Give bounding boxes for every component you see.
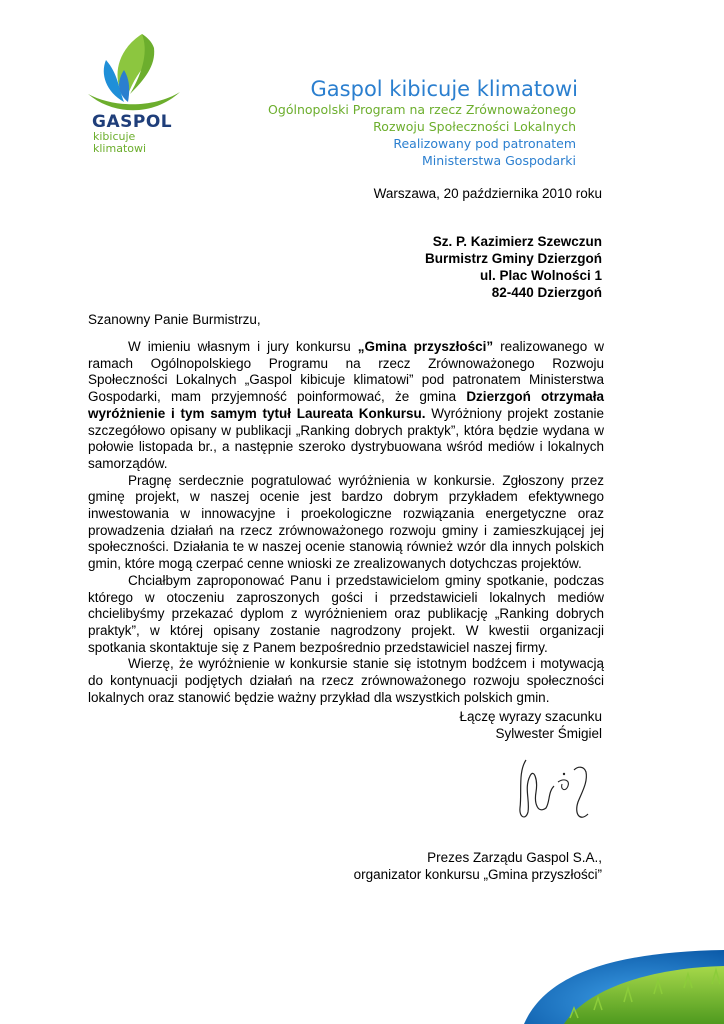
sender-name: Sylwester Śmigiel (495, 726, 602, 741)
signer-role (354, 849, 602, 883)
salutation: Szanowny Panie Burmistrzu, (88, 312, 261, 327)
paragraph-4: Wierzę, że wyróżnienie w konkursie stanie się istotnym bodźcem i motywacją do kontynuacji podjętych działań na rzecz zrównoważonego rozwoju społeczności lokalnych oraz stanowić będzie ważny przykład dla wszystkich polskich gmin. (88, 656, 604, 705)
letter-date: Warszawa, 20 października 2010 roku (373, 186, 602, 201)
leaf-flame-icon (84, 30, 184, 116)
header-line-3: Realizowany pod patronatem (393, 136, 576, 151)
p1-part-a: W imieniu własnym i jury konkursu (128, 339, 358, 354)
logo-tagline-line2: klimatowi (93, 142, 147, 155)
closing-greeting: Łączę wyrazy szacunku (459, 709, 602, 724)
signer-organizer: organizator konkursu „Gmina przyszłości” (353, 867, 602, 882)
logo-tagline-line1: kibicuje (93, 130, 136, 143)
handwritten-signature (508, 752, 608, 826)
p1-part-c: realizowanego w ramach Ogólnopolskiego Programu na rzecz Zrównoważonego Rozwoju Społeczności Lokalnych „Gaspol kibicuje klimatowi” pod patronatem Ministerstwa Gospodarki, mam przyjemność poinformować, że gmina (88, 339, 604, 405)
header-title: Gaspol kibicuje klimatowi (310, 77, 578, 101)
closing (459, 708, 602, 742)
contest-name: „Gmina przyszłości” (357, 339, 494, 354)
award-statement: Dzierzgoń otrzymała wyróżnienie i tym samym tytuł Laureata Konkursu. (88, 389, 604, 421)
logo-brand: GASPOL (92, 112, 173, 132)
paragraph-1 (88, 339, 604, 473)
header-line-2: Rozwoju Społeczności Lokalnych (373, 119, 576, 134)
signer-position: Prezes Zarządu Gaspol S.A., (427, 850, 602, 865)
header-subtitle (268, 101, 576, 169)
header-line-4: Ministerstwa Gospodarki (421, 153, 576, 168)
p1-part-e: Wyróżniony projekt zostanie szczegółowo opisany w publikacji „Ranking dobrych praktyk”, która będzie wydana w połowie listopada br., a następnie szeroko dystrybuowana wśród mediów i lokalnych samorządów. (88, 405, 604, 471)
recipient-title: Burmistrz Gminy Dzierzgoń (424, 251, 602, 266)
header-line-1: Ogólnopolski Program na rzecz Zrównoważonego (268, 102, 576, 117)
recipient-city: 82-440 Dzierzgoń (491, 285, 602, 300)
paragraph-3: Chciałbym zaproponować Panu i przedstawicielom gminy spotkanie, podczas którego w otoczeniu zaproszonych gości i przedstawicieli lokalnych mediów chcielibyśmy przekazać dyplom z wyróżnieniem oraz publikację „Ranking dobrych praktyk”, w której opisany zostanie nagrodzony projekt. W kwestii organizacji spotkania skontaktuje się z Panem bezpośrednio przedstawiciel naszej firmy. (88, 572, 604, 655)
paragraph-2: Pragnę serdecznie pogratulować wyróżnienia w konkursie. Zgłoszony przez gminę projekt, w naszej ocenie jest bardzo dobrym przykładem efektywnego inwestowania w innowacyjne i proekologiczne rozwiązania energetyczne oraz prowadzenia działań na rzecz zrównoważonego rozwoju gminy i zamieszkującej jej społeczności. Działania te w naszej ocenie stanowią również wzór dla innych polskich gmin, które mogą czerpać cenne wnioski ze zrealizowanych dotychczas projektów. (88, 472, 604, 572)
recipient-address (425, 233, 602, 301)
gaspol-logo (84, 30, 184, 160)
earth-grass-icon (524, 928, 724, 1024)
letter-body (88, 339, 604, 706)
logo-tagline (93, 131, 173, 155)
recipient-street: ul. Plac Wolności 1 (479, 268, 602, 283)
recipient-name: Sz. P. Kazimierz Szewczun (432, 234, 602, 249)
